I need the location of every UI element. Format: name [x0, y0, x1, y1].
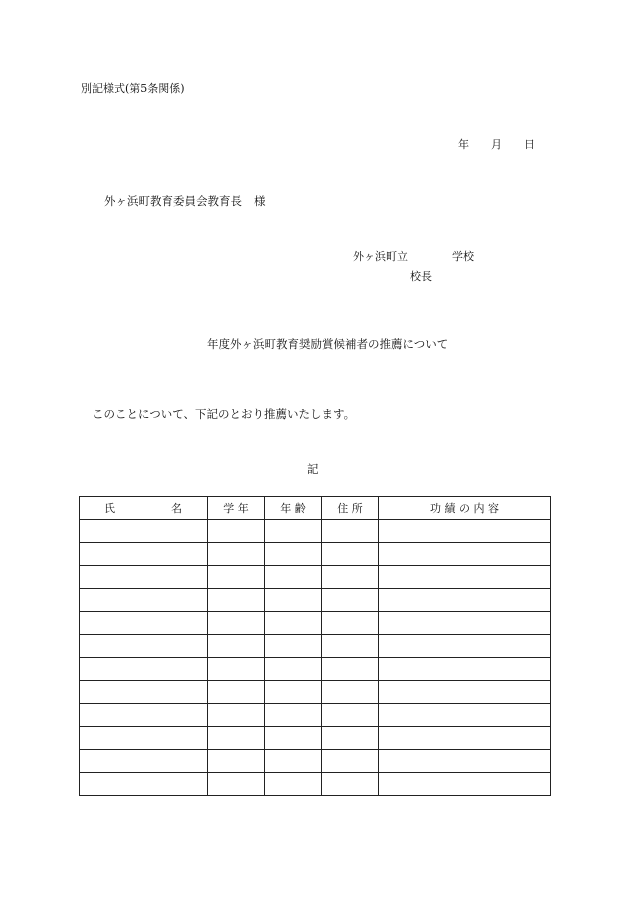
header-name-1: 氏	[104, 502, 115, 515]
cell-address[interactable]	[322, 750, 379, 773]
cell-name[interactable]	[80, 566, 208, 589]
table-row	[80, 612, 551, 635]
table-row	[80, 773, 551, 796]
table-body	[80, 520, 551, 796]
cell-age[interactable]	[265, 773, 322, 796]
document-title: 年度外ヶ浜町教育奨励賞候補者の推薦について	[207, 337, 449, 351]
cell-achievements[interactable]	[379, 520, 551, 543]
header-grade: 学 年	[208, 497, 265, 520]
cell-address[interactable]	[322, 658, 379, 681]
header-address: 住 所	[322, 497, 379, 520]
cell-grade[interactable]	[208, 727, 265, 750]
cell-name[interactable]	[80, 612, 208, 635]
cell-name[interactable]	[80, 658, 208, 681]
cell-name[interactable]	[80, 681, 208, 704]
table-row	[80, 750, 551, 773]
day-label: 日	[524, 138, 535, 151]
principal-label: 校長	[410, 270, 432, 283]
cell-address[interactable]	[322, 635, 379, 658]
cell-age[interactable]	[265, 543, 322, 566]
header-achievements: 功 績 の 内 容	[379, 497, 551, 520]
school-line	[353, 248, 474, 264]
table-row	[80, 566, 551, 589]
table-row	[80, 543, 551, 566]
cell-name[interactable]	[80, 773, 208, 796]
cell-achievements[interactable]	[379, 704, 551, 727]
cell-address[interactable]	[322, 543, 379, 566]
cell-age[interactable]	[265, 612, 322, 635]
cell-achievements[interactable]	[379, 566, 551, 589]
cell-grade[interactable]	[208, 681, 265, 704]
cell-grade[interactable]	[208, 704, 265, 727]
cell-address[interactable]	[322, 566, 379, 589]
cell-address[interactable]	[322, 773, 379, 796]
date-line	[458, 136, 535, 152]
header-name	[80, 497, 208, 520]
cell-name[interactable]	[80, 543, 208, 566]
cell-achievements[interactable]	[379, 589, 551, 612]
cell-grade[interactable]	[208, 658, 265, 681]
cell-age[interactable]	[265, 727, 322, 750]
cell-address[interactable]	[322, 520, 379, 543]
cell-name[interactable]	[80, 520, 208, 543]
body-text: このことについて、下記のとおり推薦いたします。	[92, 407, 356, 421]
cell-name[interactable]	[80, 727, 208, 750]
cell-age[interactable]	[265, 589, 322, 612]
table-row	[80, 681, 551, 704]
cell-age[interactable]	[265, 704, 322, 727]
cell-achievements[interactable]	[379, 612, 551, 635]
cell-age[interactable]	[265, 750, 322, 773]
form-reference: 別記様式(第5条関係)	[81, 82, 185, 95]
table-header-row	[80, 497, 551, 520]
year-label: 年	[458, 138, 469, 151]
ki-heading: 記	[307, 462, 319, 476]
cell-achievements[interactable]	[379, 543, 551, 566]
recipient-name: 外ヶ浜町教育委員会教育長	[104, 194, 242, 208]
cell-age[interactable]	[265, 635, 322, 658]
cell-grade[interactable]	[208, 543, 265, 566]
table-row	[80, 704, 551, 727]
cell-name[interactable]	[80, 635, 208, 658]
recommendation-table	[79, 496, 551, 796]
cell-address[interactable]	[322, 612, 379, 635]
addressee	[104, 193, 266, 209]
header-age: 年 齢	[265, 497, 322, 520]
cell-achievements[interactable]	[379, 635, 551, 658]
cell-address[interactable]	[322, 589, 379, 612]
cell-achievements[interactable]	[379, 681, 551, 704]
cell-address[interactable]	[322, 681, 379, 704]
table-row	[80, 589, 551, 612]
cell-name[interactable]	[80, 750, 208, 773]
cell-achievements[interactable]	[379, 727, 551, 750]
month-label: 月	[491, 138, 502, 151]
table-row	[80, 658, 551, 681]
cell-achievements[interactable]	[379, 773, 551, 796]
cell-name[interactable]	[80, 704, 208, 727]
cell-name[interactable]	[80, 589, 208, 612]
cell-achievements[interactable]	[379, 658, 551, 681]
cell-address[interactable]	[322, 727, 379, 750]
cell-grade[interactable]	[208, 773, 265, 796]
header-name-2: 名	[171, 502, 182, 515]
cell-age[interactable]	[265, 566, 322, 589]
cell-grade[interactable]	[208, 635, 265, 658]
cell-address[interactable]	[322, 704, 379, 727]
cell-age[interactable]	[265, 681, 322, 704]
cell-age[interactable]	[265, 658, 322, 681]
cell-grade[interactable]	[208, 750, 265, 773]
honorific: 様	[254, 194, 266, 208]
table-row	[80, 520, 551, 543]
table-row	[80, 727, 551, 750]
cell-grade[interactable]	[208, 589, 265, 612]
table-row	[80, 635, 551, 658]
cell-grade[interactable]	[208, 520, 265, 543]
school-suffix: 学校	[452, 250, 474, 263]
cell-age[interactable]	[265, 520, 322, 543]
cell-grade[interactable]	[208, 566, 265, 589]
cell-achievements[interactable]	[379, 750, 551, 773]
school-prefix: 外ヶ浜町立	[353, 250, 408, 263]
cell-grade[interactable]	[208, 612, 265, 635]
